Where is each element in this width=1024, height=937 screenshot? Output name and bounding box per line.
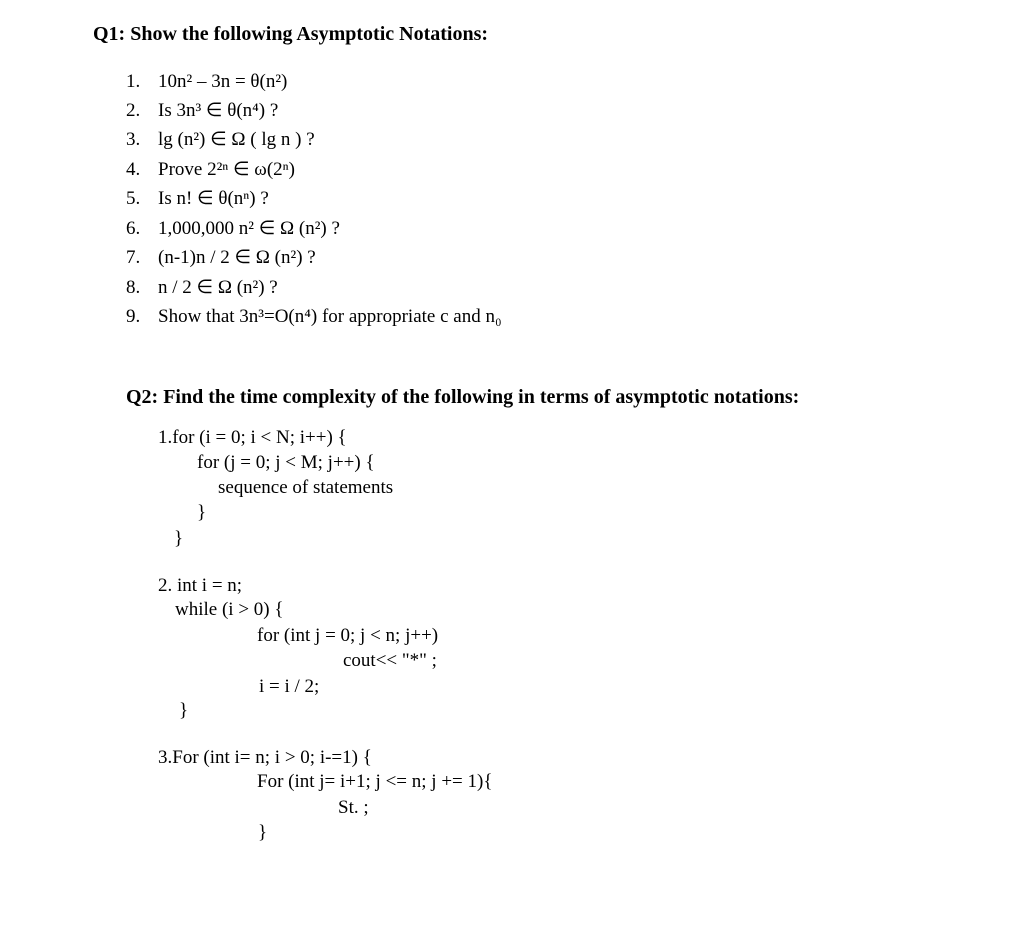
code-line: 1.for (i = 0; i < N; i++) { [158, 427, 347, 448]
item-number: 5. [126, 188, 141, 209]
code-line: for (int j = 0; j < n; j++) [257, 625, 439, 646]
item-number: 2. [126, 100, 141, 121]
code-line: For (int j= i+1; j <= n; j += 1){ [257, 771, 493, 792]
q2-heading: Q2: Find the time complexity of the following in terms of asymptotic notations: [126, 386, 800, 408]
item-number: 8. [126, 277, 141, 298]
item-text: 1,000,000 n² ∈ Ω (n²) ? [158, 218, 340, 239]
code-line: } [179, 700, 189, 721]
item-number: 6. [126, 218, 141, 239]
item-text: Prove 2²ⁿ ∈ ω(2ⁿ) [158, 159, 295, 180]
code-line: } [258, 822, 268, 843]
code-line: } [197, 502, 207, 523]
item-text: lg (n²) ∈ Ω ( lg n ) ? [158, 129, 315, 150]
code-line: St. ; [338, 797, 369, 818]
item-text: Is n! ∈ θ(nⁿ) ? [158, 188, 269, 209]
q1-item [126, 158, 295, 182]
q1-item [126, 217, 340, 241]
item-text: Is 3n³ ∈ θ(n⁴) ? [158, 100, 279, 121]
q1-item [126, 99, 278, 123]
item-number: 4. [126, 159, 141, 180]
q1-item [126, 70, 287, 94]
code-line: 3.For (int i= n; i > 0; i-=1) { [158, 747, 372, 768]
q1-item [126, 187, 269, 211]
code-line: while (i > 0) { [175, 599, 284, 620]
q1-item [126, 305, 502, 329]
code-line: } [174, 528, 184, 549]
code-line: cout<< "*" ; [343, 650, 437, 671]
item-number: 3. [126, 129, 141, 150]
item-text: (n-1)n / 2 ∈ Ω (n²) ? [158, 247, 316, 268]
code-line: i = i / 2; [259, 676, 320, 697]
item-text: Show that 3n³=O(n⁴) for appropriate c and n₀ [158, 306, 502, 327]
q1-item [126, 276, 278, 300]
code-line: sequence of statements [218, 477, 394, 498]
code-line: for (j = 0; j < M; j++) { [197, 452, 375, 473]
item-text: 10n² – 3n = θ(n²) [158, 71, 288, 92]
item-text: n / 2 ∈ Ω (n²) ? [158, 277, 278, 298]
item-number: 7. [126, 247, 141, 268]
q1-item [126, 128, 315, 152]
code-line: 2. int i = n; [158, 575, 243, 596]
q1-heading: Q1: Show the following Asymptotic Notations: [93, 23, 489, 45]
item-number: 1. [126, 71, 141, 92]
item-number: 9. [126, 306, 141, 327]
q1-item [126, 246, 316, 270]
